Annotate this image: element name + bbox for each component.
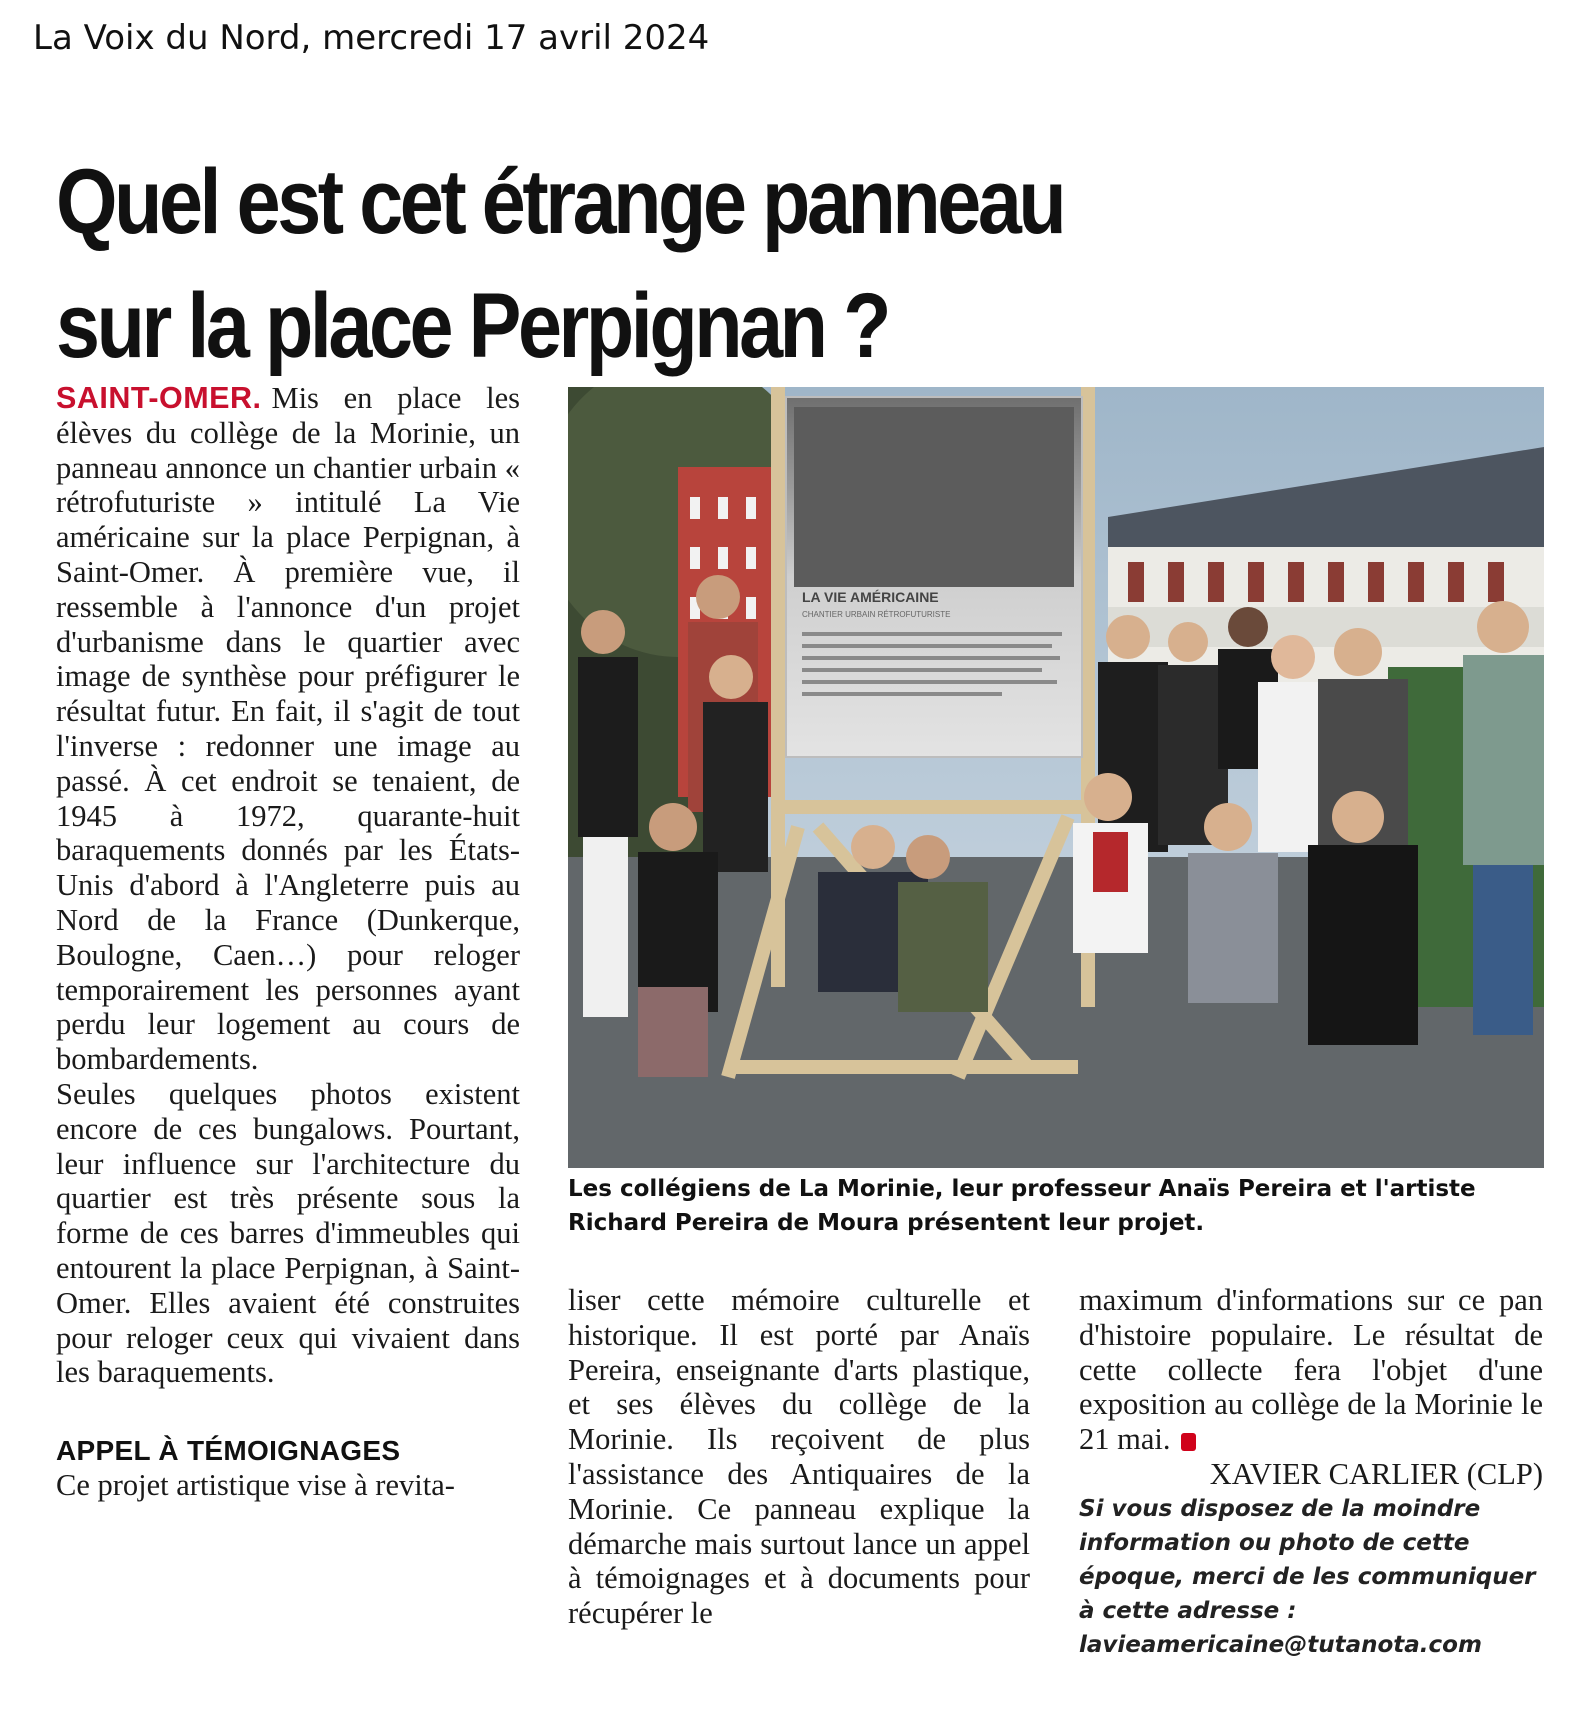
- headline-line-1: Quel est cet étrange panneau: [56, 151, 1064, 253]
- newspaper-source-line: La Voix du Nord, mercredi 17 avril 2024: [33, 18, 710, 58]
- group-photo-illustration: [568, 387, 1544, 1168]
- lead-text: Mis en place les élèves du collège de la Morinie, un panneau annonce un chantier urbain « rétrofuturiste » intitulé La Vie américaine sur la place Perpignan, à Saint-Omer. À première vue, il ressemble à l'annonce d'un projet d'urbanisme dans le quartier avec image de synthèse pour préfigurer le résultat futur. En fait, il s'agit de tout l'inverse : redonner une image au passé. À cet endroit se tenaient, de 1945 à 1972, quarante-huit baraquements donnés par les États-Unis d'abord à l'Angleterre puis au Nord de la France (Dunkerque, Boulogne, Caen…) pour reloger temporairement les personnes ayant perdu leur logement au cours de bombardements.: [56, 381, 520, 1077]
- end-of-article-mark: [1181, 1433, 1196, 1451]
- paragraph-2: Seules quelques photos existent encore de ces bungalows. Pourtant, leur influence sur l'architecture du quartier est très présente sous la forme de ces barres d'immeubles qui entourent la place Perpignan, à Saint-Omer. Elles avaient été construites pour reloger ceux qui vivaient dans les baraquements.: [56, 1076, 520, 1390]
- byline: XAVIER CARLIER (CLP): [1209, 1456, 1543, 1491]
- column-3-text: [1079, 1283, 1543, 1457]
- subhead: APPEL À TÉMOIGNAGES: [56, 1435, 401, 1467]
- paragraph-3-start: Ce projet artistique vise à revita-: [56, 1468, 455, 1503]
- headline-line-2: sur la place Perpignan ?: [56, 275, 888, 377]
- photo-caption: Les collégiens de La Morinie, leur professeur Anaïs Pereira et l'artiste Richard Pereira de Moura présentent leur projet.: [568, 1176, 1476, 1236]
- article-column-3: [1079, 1283, 1543, 1662]
- column-2-text: liser cette mémoire culturelle et historique. Il est porté par Anaïs Pereira, enseignante d'arts plastique, et ses élèves du collège de la Morinie. Ils reçoivent de plus l'assistance des Antiquaires de la Morinie. Ce panneau explique la démarche mais surtout lance un appel à témoignages et à documents pour récupérer le: [568, 1283, 1030, 1631]
- headline: [56, 140, 1260, 388]
- article-column-1: [56, 381, 520, 1503]
- lead-paragraph: [56, 381, 520, 1077]
- sign-title: LA VIE AMÉRICAINE: [802, 589, 939, 605]
- sign-subtitle: CHANTIER URBAIN RÉTROFUTURISTE: [802, 610, 951, 619]
- sign-historic-photo: [794, 407, 1074, 587]
- article-photo: [568, 387, 1544, 1168]
- closing-text: maximum d'informations sur ce pan d'histoire populaire. Le résultat de cette collecte fera l'objet d'une exposition au collège de la Morinie le 21 mai.: [1079, 1283, 1543, 1457]
- dateline-kicker: SAINT-OMER.: [56, 381, 262, 415]
- article-column-2: [568, 1283, 1030, 1631]
- footnote-appeal: Si vous disposez de la moindre information ou photo de cette époque, merci de les communiquer à cette adresse : lavieamericaine@tutanota.com: [1079, 1495, 1536, 1658]
